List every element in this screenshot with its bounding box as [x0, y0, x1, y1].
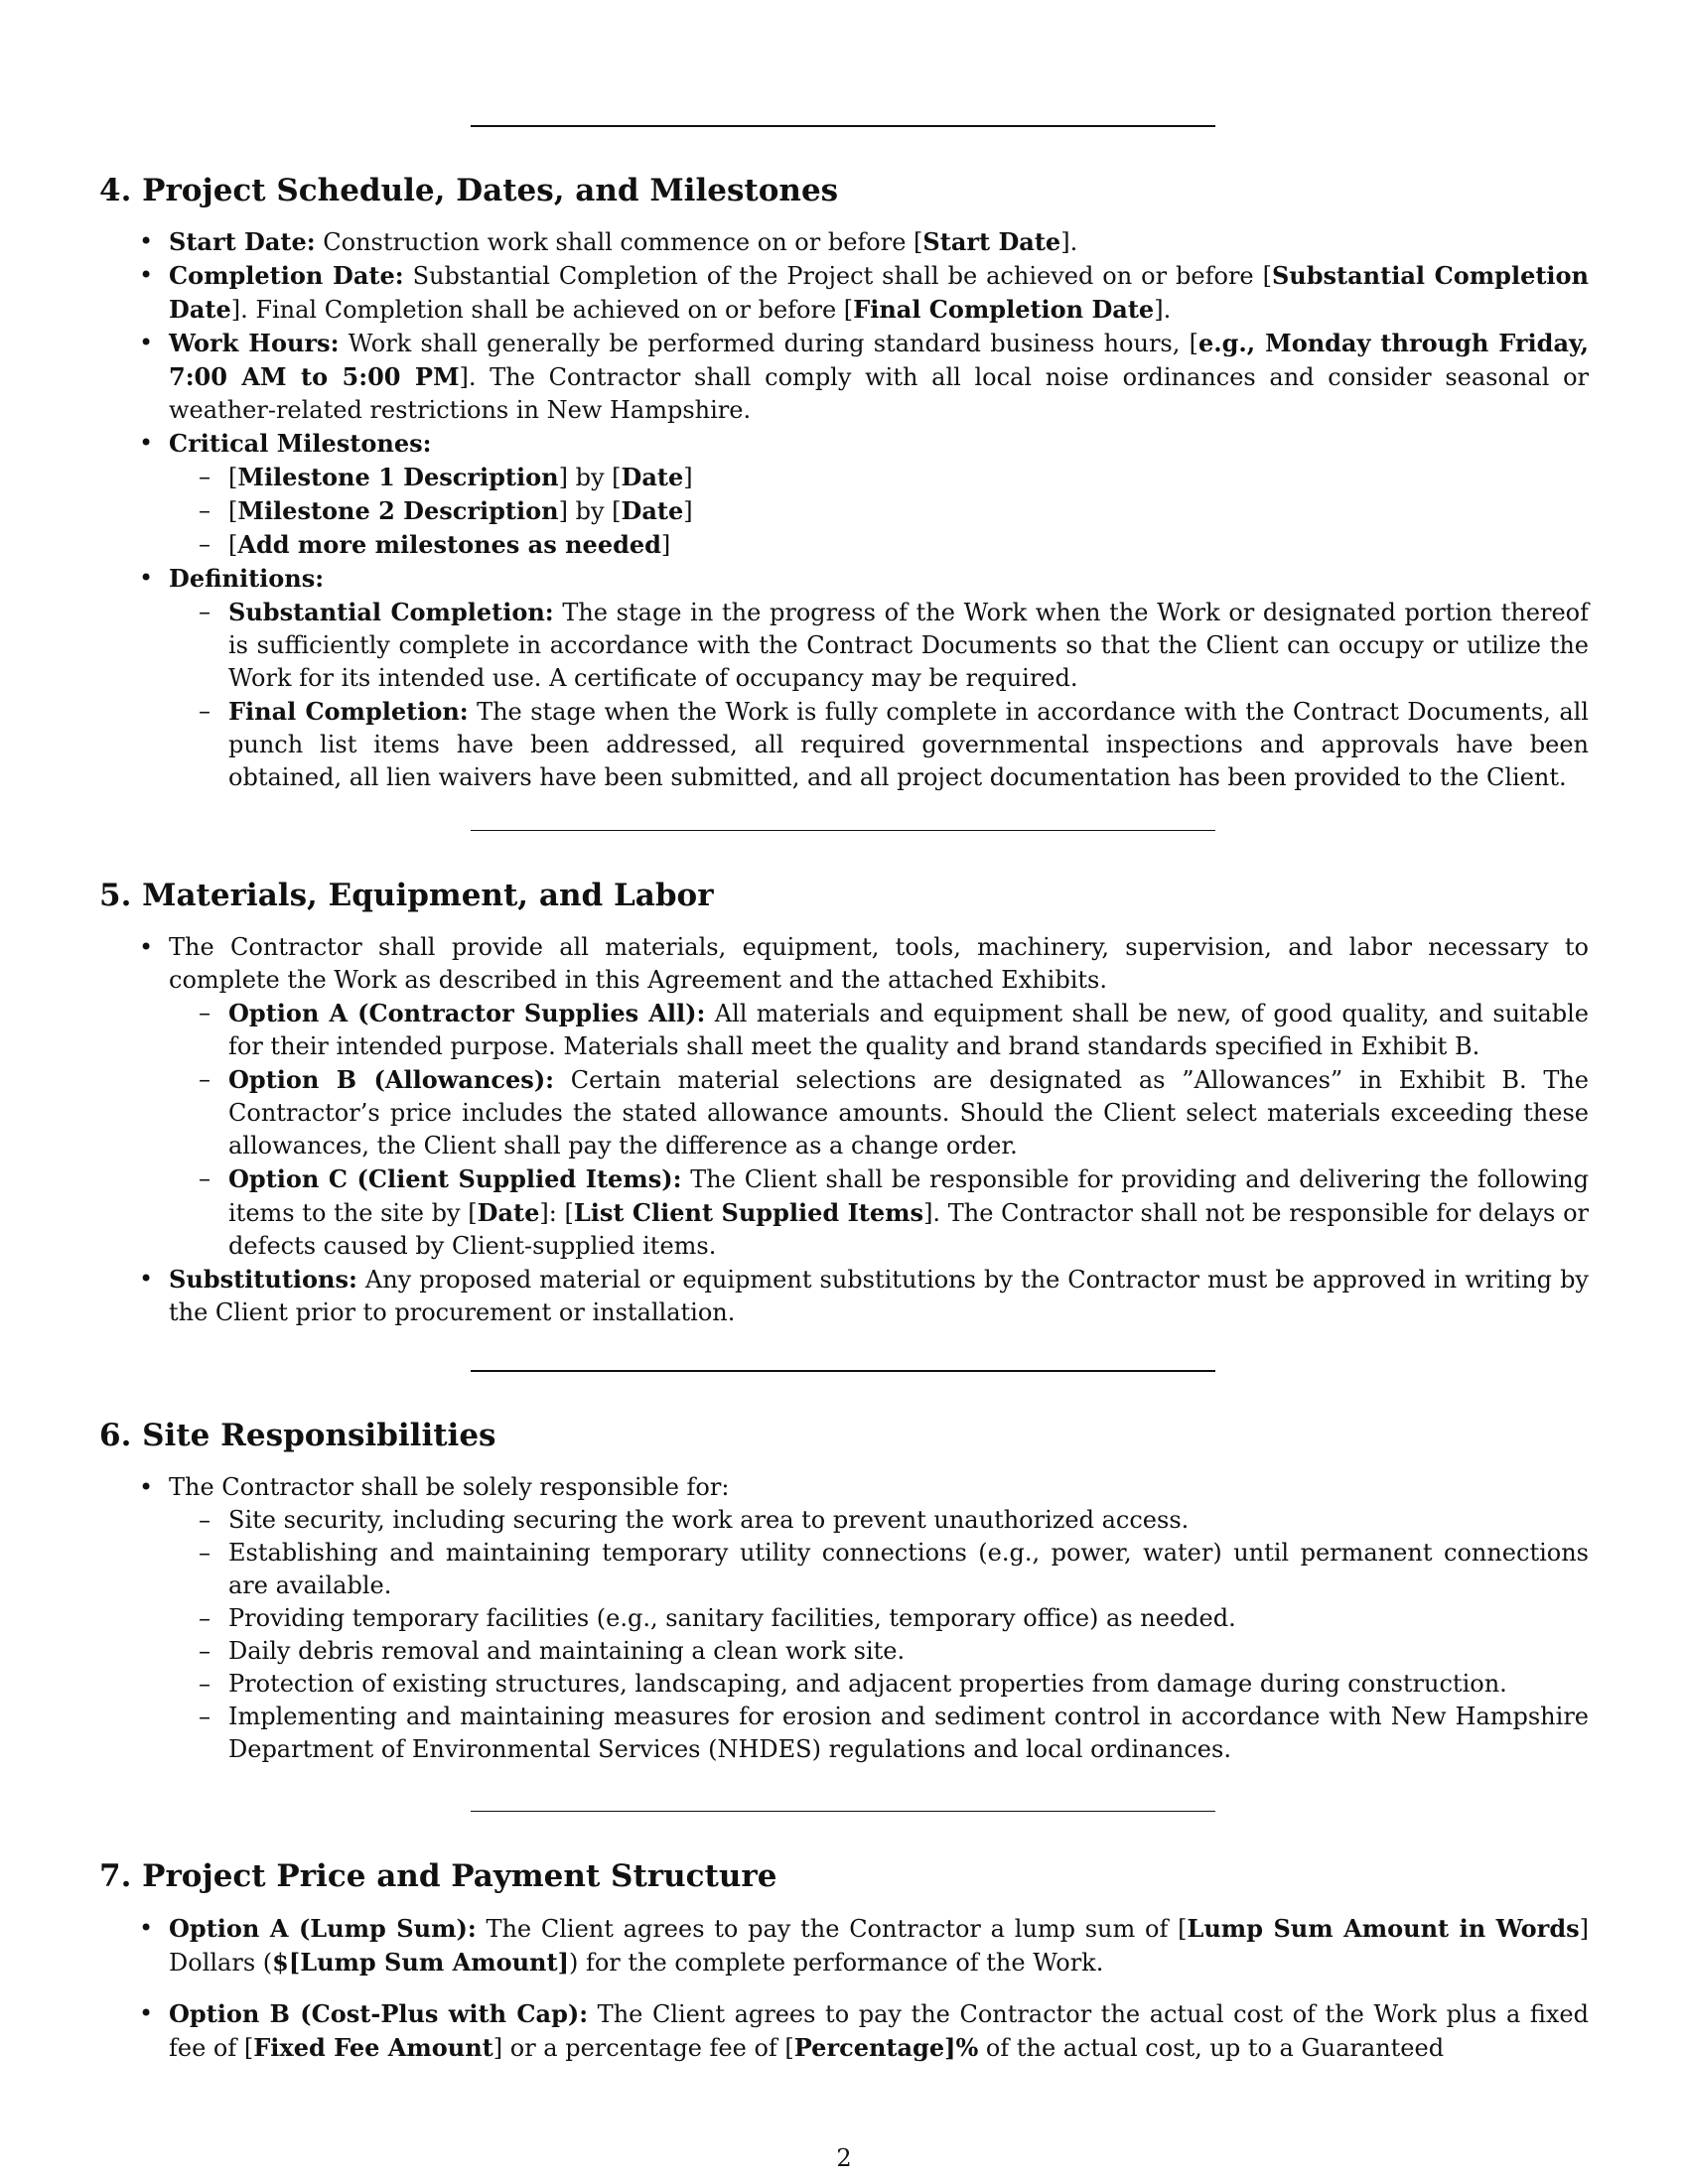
list-item: – [Add more milestones as needed] [199, 530, 671, 559]
bullet-icon: • [139, 1914, 154, 1942]
list-item: – Option B (Allowances): Certain material selections are designated as ”Allowances” in Exhibit B. The Contractor’s price includes the stated allowance amounts. Should the Client select materials exceeding these allowances, the Client shall pay the difference as a change order. [199, 1065, 1590, 1160]
list-item: • Completion Date: Substantial Completion of the Project shall be achieved on or before [Substantial Completion Date]. Final Completion shall be achieved on or before [Final Completion Date]. [139, 261, 1590, 324]
list-item: – Option C (Client Supplied Items): The Client shall be responsible for providing and delivering the following items to the site by [Date]: [List Client Supplied Items]. The Contractor shall not be responsible for delays or defects caused by Client-supplied items. [199, 1164, 1589, 1260]
list-item: – Final Completion: The stage when the Work is fully complete in accordance with the Contract Documents, all punch list items have been addressed, all required governmental inspections and approvals have been obtained, all lien waivers have been submitted, and all project documentation has been provided to the Client. [199, 697, 1589, 791]
list-item: – Implementing and maintaining measures for erosion and sediment control in accordance with New Hampshire Department of Environmental Services (NHDES) regulations and local ordinances. [199, 1703, 1589, 1763]
list-item: • Critical Milestones: – [Milestone 1 Description] by [Date] – [Milestone 2 Description] by [Date] – [Add more milestones as needed] [99, 427, 1589, 562]
bullet-icon: • [139, 1473, 154, 1501]
bullet-icon: • [139, 329, 154, 356]
list-item: – Providing temporary facilities (e.g., sanitary facilities, temporary office) as needed. [169, 1602, 1589, 1635]
site-responsibilities-list [99, 1504, 1589, 1766]
list-item: – Establishing and maintaining temporary utility connections (e.g., power, water) until permanent connections are available. [199, 1539, 1589, 1599]
list-item: – [Milestone 2 Description] by [Date] [199, 496, 693, 525]
list-item: – Protection of existing structures, landscaping, and adjacent properties from damage during construction. [169, 1668, 1589, 1701]
list-item: – Site security, including securing the work area to prevent unauthorized access. [169, 1504, 1589, 1537]
page-number: 2 [836, 2144, 852, 2172]
section-4-list [99, 225, 1589, 794]
section-6-list [99, 1471, 1589, 1766]
milestones-list [99, 461, 1589, 562]
section-5-heading: 5. Materials, Equipment, and Labor [99, 878, 714, 913]
list-item: • Definitions: – Substantial Completion: The stage in the progress of the Work when the Work or designated portion thereof is sufficiently complete in accordance with the Contract Documents so that the Client can occupy or utilize the Work for its intended use. A certificate of occupancy may be required. – Final Completion: The stage when the Work is fully complete in accordance with the Contract Documents, all punch list items have been addressed, all required governmental inspections and approvals have been obtained, all lien waivers have been submitted, and all project documentation has been provided to the Client. [99, 562, 1589, 794]
list-item: • Option B (Cost-Plus with Cap): The Client agrees to pay the Contractor the actual cost of the Work plus a fixed fee of [Fixed Fee Amount] or a percentage fee of [Percentage]% of the actual cost, up to a Guaranteed [139, 1999, 1590, 2062]
section-7-heading: 7. Project Price and Payment Structure [99, 1858, 777, 1894]
section-divider [471, 830, 1215, 831]
bullet-icon: • [139, 429, 154, 457]
section-6-heading: 6. Site Responsibilities [99, 1418, 496, 1453]
dash-icon: – [199, 1703, 211, 1730]
section-6-body [99, 1471, 1589, 1766]
section-7-body [99, 1912, 1589, 2065]
list-item: – Option A (Contractor Supplies All): All materials and equipment shall be new, of good quality, and suitable for their intended purpose. Materials shall meet the quality and brand standards specified in Exhibit B. [199, 999, 1589, 1060]
list-item: • The Contractor shall be solely responsible for: – Site security, including securing the work area to prevent unauthorized access. – Establishing and maintaining temporary utility connections (e.g., power, water) until permanent connections are available. – Providing temporary facilities (e.g., sanitary facilities, temporary office) as needed. – Daily debris removal and maintaining a clean work site. – Protection of existing structures, landscaping, and adjacent properties from damage during construction. – Implementing and maintaining measures for erosion and sediment control in accordance with New Hampshire Department of Environmental Services (NHDES) regulations and local ordinances. [99, 1471, 1589, 1766]
section-7-list [99, 1912, 1589, 2065]
bullet-icon: • [139, 261, 154, 289]
dash-icon: – [199, 1539, 211, 1567]
dash-icon: – [199, 1604, 211, 1632]
definitions-list [99, 596, 1589, 794]
bullet-icon: • [139, 1265, 154, 1293]
list-item: • The Contractor shall provide all materials, equipment, tools, machinery, supervision, and labor necessary to complete the Work as described in this Agreement and the attached Exhibits. – Option A (Contractor Supplies All): All materials and equipment shall be new, of good quality, and suitable for their intended purpose. Materials shall meet the quality and brand standards specified in Exhibit B. – Option B (Allowances): Certain material selections are designated as ”Allowances” in Exhibit B. The Contractor’s price includes the stated allowance amounts. Should the Client select materials exceeding these allowances, the Client shall pay the difference as a change order. – Option C (Client Supplied Items): The Client shall be responsible for providing and delivering the following items to the site by [Date]: [List Client Supplied Items]. The Contractor shall not be responsible for delays or defects caused by Client-supplied items. [99, 931, 1589, 1263]
section-4-body [99, 225, 1589, 794]
section-divider [471, 1811, 1215, 1812]
bullet-icon: • [139, 933, 154, 961]
section-4-heading: 4. Project Schedule, Dates, and Milestones [99, 173, 839, 208]
dash-icon: – [199, 697, 211, 725]
list-item: • Work Hours: Work shall generally be performed during standard business hours, [e.g., Monday through Friday, 7:00 AM to 5:00 PM]. The Contractor shall comply with all local noise ordinances and consider seasonal or weather-related restrictions in New Hampshire. [139, 329, 1590, 424]
list-item: • Option A (Lump Sum): The Client agrees to pay the Contractor a lump sum of [Lump Sum Amount in Words] Dollars ($[Lump Sum Amount]) for the complete performance of the Work. [139, 1914, 1589, 1977]
list-item: • Start Date: Construction work shall commence on or before [Start Date]. [139, 227, 1078, 256]
dash-icon: – [199, 530, 211, 558]
materials-options-list [99, 997, 1589, 1263]
dash-icon: – [199, 1670, 211, 1698]
list-item: – Daily debris removal and maintaining a clean work site. [169, 1635, 1589, 1668]
bullet-icon: • [139, 1999, 154, 2027]
section-5-list [99, 931, 1589, 1329]
dash-icon: – [199, 1637, 211, 1665]
dash-icon: – [199, 1065, 211, 1093]
section-5-body [99, 931, 1589, 1329]
section-divider [471, 1370, 1215, 1372]
dash-icon: – [199, 1164, 211, 1192]
dash-icon: – [199, 496, 211, 524]
bullet-icon: • [139, 564, 154, 592]
list-item: • Substitutions: Any proposed material or equipment substitutions by the Contractor must be approved in writing by the Client prior to procurement or installation. [139, 1265, 1589, 1326]
bullet-icon: • [139, 227, 154, 255]
list-item: – Substantial Completion: The stage in the progress of the Work when the Work or designated portion thereof is sufficiently complete in accordance with the Contract Documents so that the Client can occupy or utilize the Work for its intended use. A certificate of occupancy may be required. [199, 598, 1590, 692]
section-divider [471, 125, 1215, 127]
dash-icon: – [199, 999, 211, 1026]
dash-icon: – [199, 1506, 211, 1534]
list-item: – [Milestone 1 Description] by [Date] [199, 463, 693, 491]
dash-icon: – [199, 463, 211, 490]
dash-icon: – [199, 598, 211, 625]
